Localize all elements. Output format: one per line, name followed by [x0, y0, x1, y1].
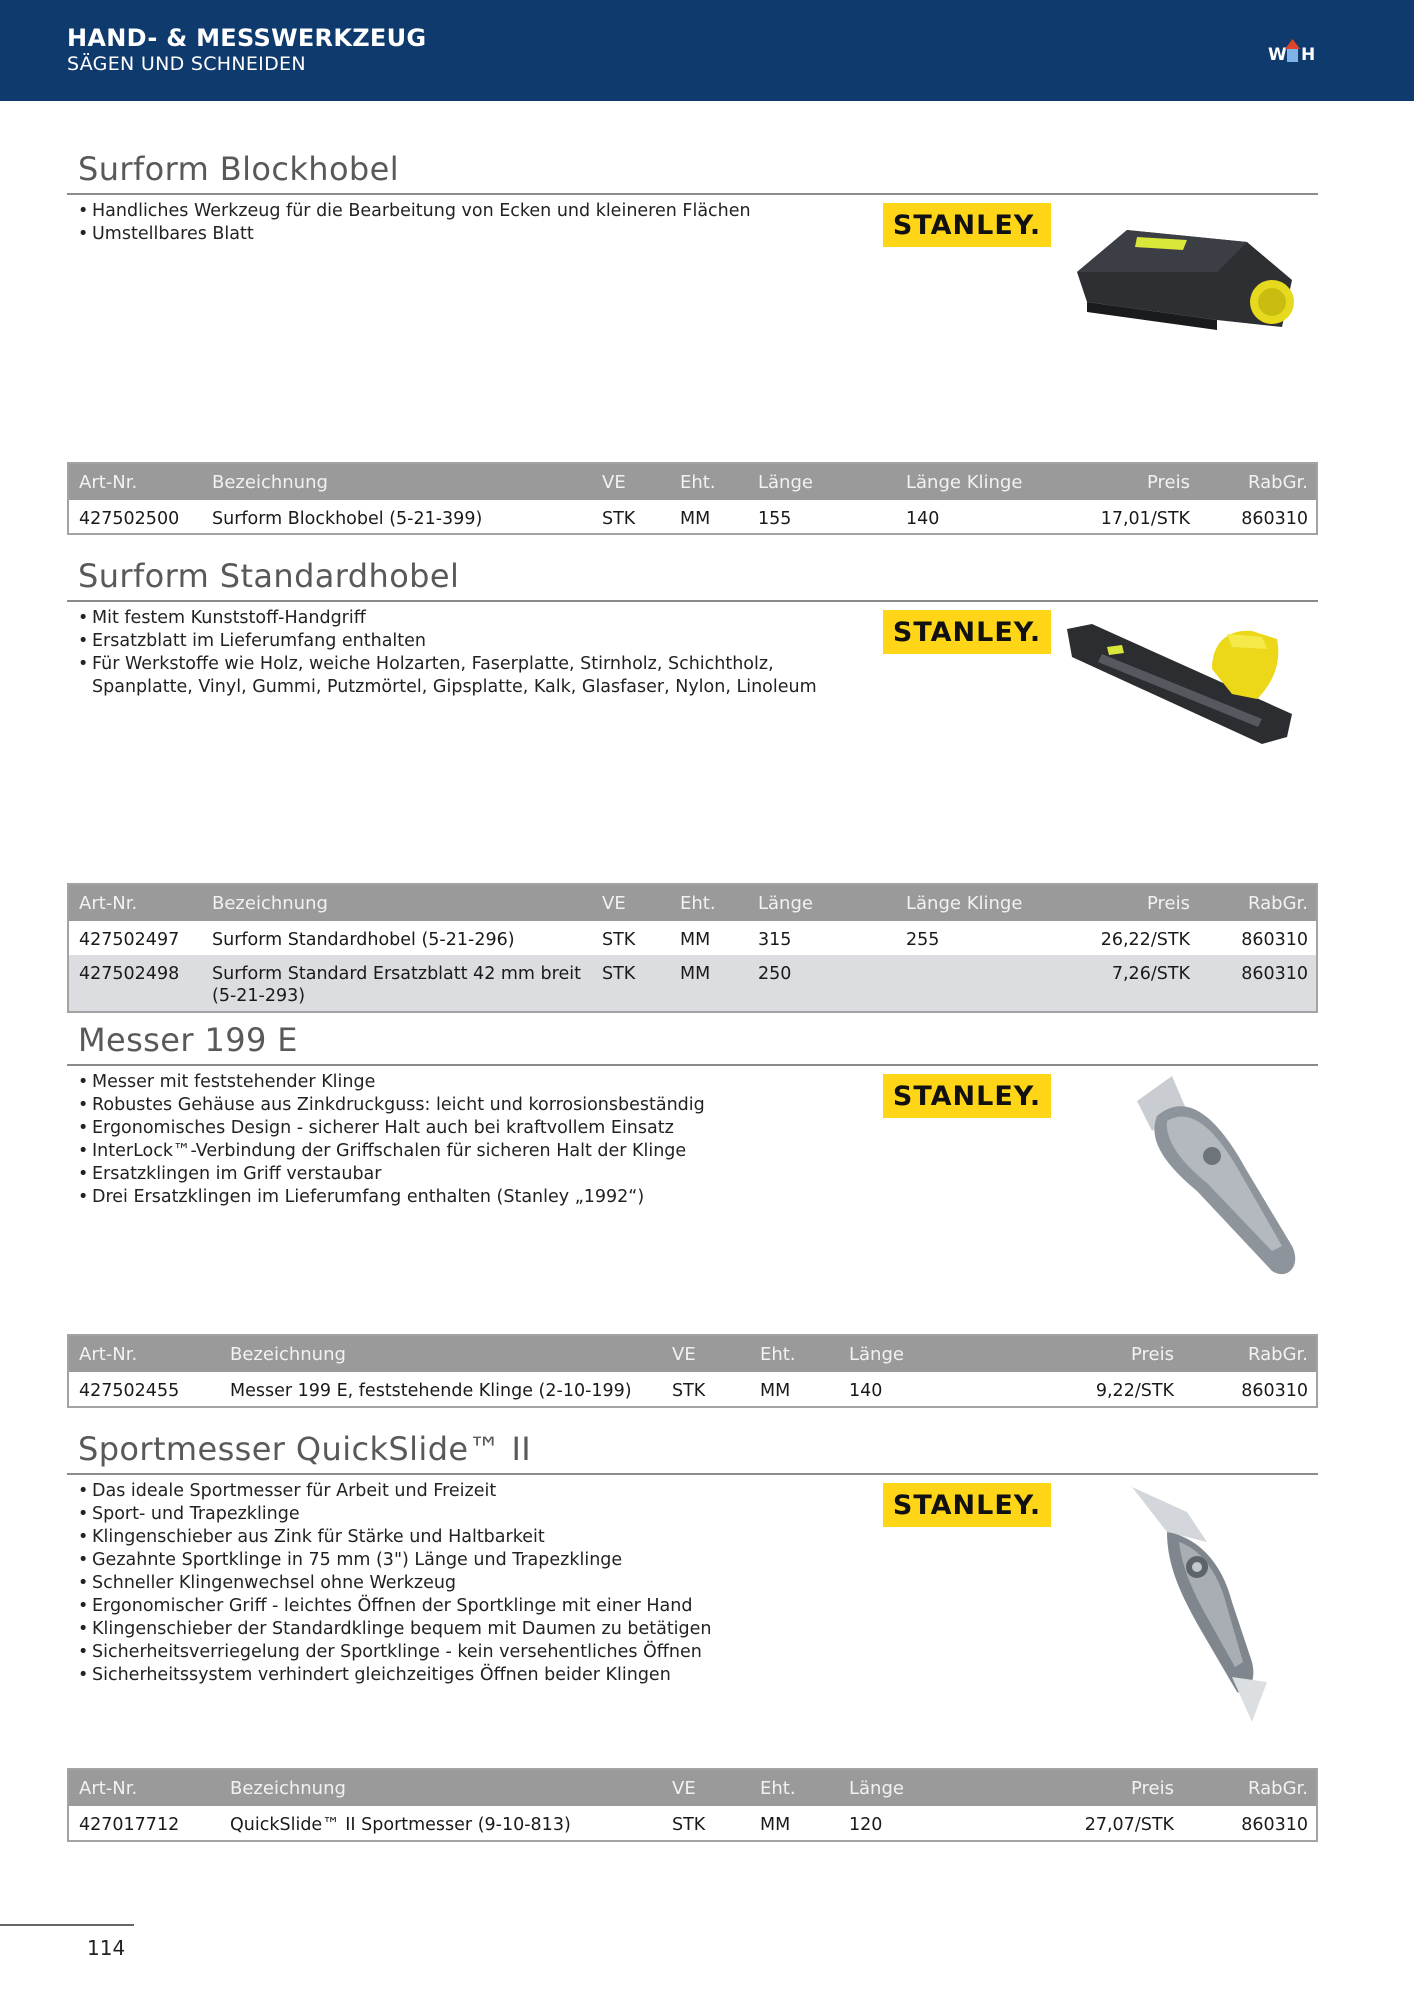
column-header: Länge Klinge — [906, 472, 1023, 493]
column-header: Art-Nr. — [79, 1344, 138, 1365]
table-cell: Messer 199 E, feststehende Klinge (2-10-199) — [230, 1381, 632, 1401]
company-logo — [1268, 36, 1322, 66]
feature-list — [67, 1480, 867, 1687]
table-header — [69, 885, 1316, 921]
stanley-logo: STANLEY. — [883, 203, 1051, 247]
section-divider — [67, 1064, 1318, 1066]
column-header: Bezeichnung — [230, 1778, 346, 1799]
feature-list — [67, 200, 867, 246]
column-header: VE — [602, 893, 626, 914]
section-title: Messer 199 E — [78, 1021, 298, 1059]
page-number: 114 — [87, 1936, 126, 1960]
table-cell: 860310 — [1241, 1381, 1308, 1401]
feature-item: • Ergonomischer Griff - leichtes Öffnen der Sportklinge mit einer Hand — [67, 1595, 867, 1618]
section-title: Surform Standardhobel — [78, 557, 460, 595]
column-header: Eht. — [680, 472, 716, 493]
column-header: VE — [672, 1344, 696, 1365]
stanley-logo: STANLEY. — [883, 610, 1051, 654]
column-header: Bezeichnung — [212, 472, 328, 493]
feature-item: • Klingenschieber der Standardklinge bequem mit Daumen zu betätigen — [67, 1618, 867, 1641]
column-header: Art-Nr. — [79, 472, 138, 493]
table-cell: 427017712 — [79, 1815, 180, 1835]
table-cell: 140 — [849, 1381, 883, 1401]
section-title: Sportmesser QuickSlide™ II — [78, 1430, 532, 1468]
stanley-logo: STANLEY. — [883, 1074, 1051, 1118]
feature-item: • Das ideale Sportmesser für Arbeit und Freizeit — [67, 1480, 867, 1503]
table-header — [69, 1336, 1316, 1372]
table-cell: Surform Blockhobel (5-21-399) — [212, 509, 483, 529]
table-cell: 7,26/STK — [1111, 964, 1190, 984]
table-cell: 155 — [758, 509, 792, 529]
column-header: Eht. — [680, 893, 716, 914]
column-header: Preis — [1147, 893, 1190, 914]
block-plane-icon — [1067, 202, 1307, 352]
category-title: HAND- & MESSWERKZEUG — [67, 24, 427, 52]
feature-item: • Ersatzblatt im Lieferumfang enthalten — [67, 630, 877, 653]
table-cell: Surform Standard Ersatzblatt 42 mm breit (5-21-293) — [212, 964, 581, 1006]
section-divider — [67, 600, 1318, 602]
column-header: Preis — [1131, 1344, 1174, 1365]
feature-item: • Umstellbares Blatt — [67, 223, 867, 246]
column-header: Länge Klinge — [906, 893, 1023, 914]
table-header — [69, 464, 1316, 500]
section-title: Surform Blockhobel — [78, 150, 400, 188]
table-cell: 427502497 — [79, 930, 180, 950]
column-header: RabGr. — [1248, 1344, 1308, 1365]
column-header: VE — [602, 472, 626, 493]
article-table — [67, 462, 1318, 535]
feature-item: • Handliches Werkzeug für die Bearbeitung von Ecken und kleineren Flächen — [67, 200, 867, 223]
feature-item: • Schneller Klingenwechsel ohne Werkzeug — [67, 1572, 867, 1595]
table-cell: 27,07/STK — [1084, 1815, 1174, 1835]
standard-plane-icon — [1062, 609, 1307, 749]
page-header — [0, 0, 1414, 101]
table-cell: 860310 — [1241, 1815, 1308, 1835]
table-cell: 427502498 — [79, 964, 180, 984]
table-cell: MM — [760, 1815, 791, 1835]
column-header: RabGr. — [1248, 1778, 1308, 1799]
table-cell: STK — [602, 509, 636, 529]
column-header: Länge — [849, 1778, 904, 1799]
table-header — [69, 1770, 1316, 1806]
feature-item: • Ersatzklingen im Griff verstaubar — [67, 1163, 867, 1186]
column-header: Länge — [849, 1344, 904, 1365]
folding-knife-icon — [1127, 1482, 1287, 1727]
utility-knife-icon — [1127, 1071, 1307, 1291]
column-header: RabGr. — [1248, 472, 1308, 493]
table-cell: STK — [602, 964, 636, 984]
column-header: Bezeichnung — [230, 1344, 346, 1365]
section-divider — [67, 193, 1318, 195]
table-row — [69, 1806, 1316, 1840]
column-header: Eht. — [760, 1344, 796, 1365]
column-header: VE — [672, 1778, 696, 1799]
feature-item: • Ergonomisches Design - sicherer Halt auch bei kraftvollem Einsatz — [67, 1117, 867, 1140]
feature-list — [67, 1071, 867, 1209]
table-cell: 140 — [906, 509, 940, 529]
table-cell: Surform Standardhobel (5-21-296) — [212, 930, 515, 950]
column-header: Art-Nr. — [79, 893, 138, 914]
table-cell: STK — [602, 930, 636, 950]
column-header: Eht. — [760, 1778, 796, 1799]
feature-item: • InterLock™-Verbindung der Griffschalen für sicheren Halt der Klinge — [67, 1140, 867, 1163]
feature-item: • Robustes Gehäuse aus Zinkdruckguss: leicht und korrosionsbeständig — [67, 1094, 867, 1117]
table-cell: 9,22/STK — [1095, 1381, 1174, 1401]
article-table — [67, 1768, 1318, 1842]
table-cell: QuickSlide™ II Sportmesser (9-10-813) — [230, 1815, 571, 1835]
article-table — [67, 1334, 1318, 1408]
stanley-logo: STANLEY. — [883, 1483, 1051, 1527]
table-cell: 120 — [849, 1815, 883, 1835]
table-cell: MM — [680, 964, 711, 984]
column-header: Bezeichnung — [212, 893, 328, 914]
column-header: Art-Nr. — [79, 1778, 138, 1799]
feature-item: • Mit festem Kunststoff-Handgriff — [67, 607, 877, 630]
feature-item: • Für Werkstoffe wie Holz, weiche Holzarten, Faserplatte, Stirnholz, Schichtholz, Spanplatte, Vinyl, Gummi, Putzmörtel, Gipsplatte, Kalk, Glasfaser, Nylon, Linoleum — [67, 653, 877, 699]
footer-divider — [0, 1924, 134, 1926]
article-table — [67, 883, 1318, 1013]
table-cell: 427502455 — [79, 1381, 180, 1401]
column-header: Preis — [1147, 472, 1190, 493]
feature-list — [67, 607, 877, 699]
column-header: RabGr. — [1248, 893, 1308, 914]
table-cell: 860310 — [1241, 509, 1308, 529]
table-row — [69, 500, 1316, 533]
table-cell: 250 — [758, 964, 792, 984]
feature-item: • Gezahnte Sportklinge in 75 mm (3") Länge und Trapezklinge — [67, 1549, 867, 1572]
feature-item: • Messer mit feststehender Klinge — [67, 1071, 867, 1094]
table-cell: 427502500 — [79, 509, 180, 529]
table-cell: 860310 — [1241, 964, 1308, 984]
column-header: Preis — [1131, 1778, 1174, 1799]
svg-text:W: W — [1268, 45, 1287, 65]
table-cell: MM — [760, 1381, 791, 1401]
column-header: Länge — [758, 472, 813, 493]
table-cell: 255 — [906, 930, 940, 950]
table-cell: 17,01/STK — [1100, 509, 1190, 529]
table-cell: MM — [680, 509, 711, 529]
feature-item: • Drei Ersatzklingen im Lieferumfang enthalten (Stanley „1992“) — [67, 1186, 867, 1209]
svg-text:H: H — [1301, 45, 1316, 65]
subcategory-title: SÄGEN UND SCHNEIDEN — [67, 53, 306, 75]
feature-item: • Sicherheitsverriegelung der Sportklinge - kein versehentliches Öffnen — [67, 1641, 867, 1664]
table-cell: STK — [672, 1815, 706, 1835]
table-cell: 315 — [758, 930, 792, 950]
table-cell: 860310 — [1241, 930, 1308, 950]
table-cell: STK — [672, 1381, 706, 1401]
table-cell: MM — [680, 930, 711, 950]
column-header: Länge — [758, 893, 813, 914]
table-row — [69, 955, 1316, 1011]
feature-item: • Sicherheitssystem verhindert gleichzeitiges Öffnen beider Klingen — [67, 1664, 867, 1687]
section-divider — [67, 1473, 1318, 1475]
table-row — [69, 1372, 1316, 1406]
table-row — [69, 921, 1316, 955]
feature-item: • Klingenschieber aus Zink für Stärke und Haltbarkeit — [67, 1526, 867, 1549]
table-cell: 26,22/STK — [1100, 930, 1190, 950]
feature-item: • Sport- und Trapezklinge — [67, 1503, 867, 1526]
